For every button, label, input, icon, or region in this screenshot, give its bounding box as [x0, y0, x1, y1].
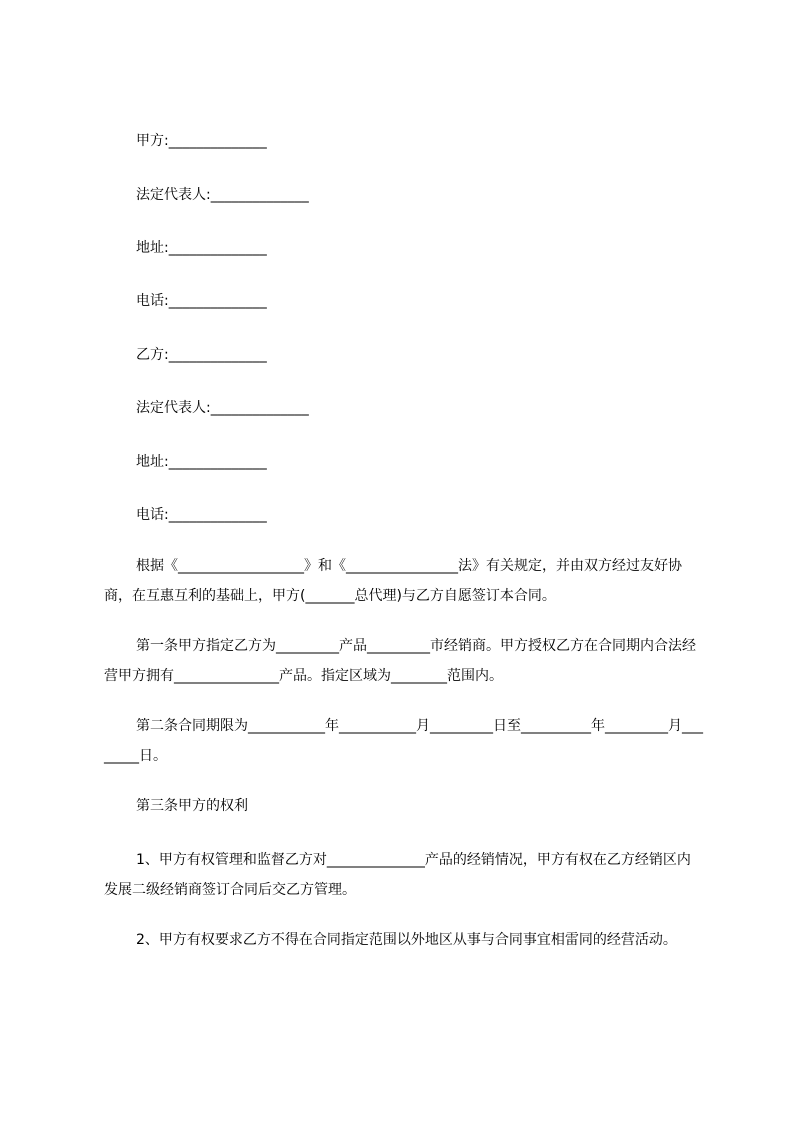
party-b-phone-field: 电话:______________ — [136, 507, 267, 523]
party-a-representative-field: 法定代表人:______________ — [136, 187, 309, 203]
party-a-name-field: 甲方:______________ — [136, 133, 267, 149]
article-2-paragraph: 第二条合同期限为___________年___________月_________日至__________年_________月________日。 — [104, 718, 703, 764]
article-3-item-2: 2、甲方有权要求乙方不得在合同指定范围以外地区从事与合同事宜相雷同的经营活动。 — [136, 932, 677, 948]
article-3-item-1: 1、甲方有权管理和监督乙方对______________产品的经销情况，甲方有权在乙方经销区内发展二级经销商签订合同后交乙方管理。 — [104, 852, 691, 898]
article-3-heading: 第三条甲方的权利 — [136, 798, 248, 814]
party-b-address-field: 地址:______________ — [136, 454, 267, 470]
party-a-address-field: 地址:______________ — [136, 240, 267, 256]
article-1-paragraph: 第一条甲方指定乙方为_________产品_________市经销商。甲方授权乙方在合同期内合法经营甲方拥有_______________产品。指定区域为________范围内。 — [104, 638, 696, 684]
party-b-name-field: 乙方:______________ — [136, 347, 267, 363]
party-a-phone-field: 电话:______________ — [136, 293, 267, 309]
preamble-paragraph: 根据《__________________》和《________________法》有关规定，并由双方经过友好协商，在互惠互利的基础上，甲方(_______总代理)与乙方自愿签订本合同。 — [104, 558, 682, 604]
party-b-representative-field: 法定代表人:______________ — [136, 400, 309, 416]
